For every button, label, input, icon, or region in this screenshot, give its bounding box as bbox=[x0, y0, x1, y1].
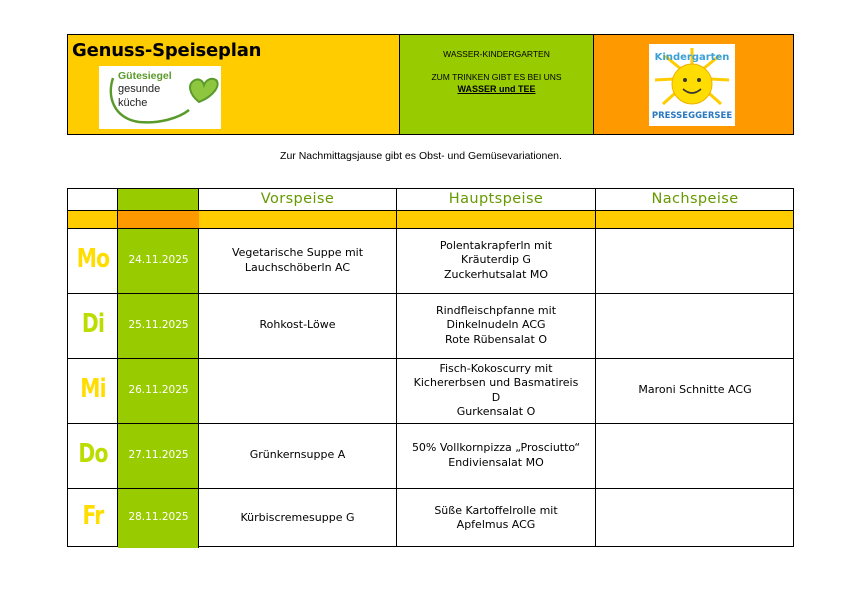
date-label: 26.11.2025 bbox=[128, 383, 189, 396]
dish-line: Gurkensalat O bbox=[456, 405, 536, 418]
col-head-vorspeise: Vorspeise bbox=[260, 191, 335, 207]
day-label: Mi bbox=[80, 373, 106, 404]
dish-line: Dinkelnudeln ACG bbox=[446, 318, 546, 332]
page-title: Genuss-Speiseplan bbox=[72, 40, 262, 61]
dish-line: Kräuterdip G bbox=[461, 253, 531, 267]
hauptspeise-cell bbox=[397, 488, 595, 548]
dish-line: Maroni Schnitte ACG bbox=[638, 383, 752, 397]
date-label: 24.11.2025 bbox=[128, 253, 189, 266]
hauptspeise-cell bbox=[397, 293, 595, 358]
dish-line: Endiviensalat MO bbox=[448, 455, 544, 469]
header-band bbox=[67, 34, 794, 135]
nachspeise-cell bbox=[596, 488, 794, 548]
water-panel bbox=[400, 35, 594, 134]
date-column-top bbox=[118, 189, 199, 210]
hauptspeise-cell bbox=[397, 358, 595, 423]
sun-icon bbox=[649, 44, 735, 126]
dish-line: Kürbiscremesuppe G bbox=[240, 510, 355, 524]
nachspeise-cell bbox=[596, 358, 794, 423]
logo-line-3: küche bbox=[118, 97, 148, 109]
dish-line: Rote Rübensalat O bbox=[444, 332, 548, 346]
guetesiegel-logo bbox=[99, 66, 221, 129]
dish-line: Rohkost-Löwe bbox=[259, 318, 336, 332]
header-strip bbox=[68, 210, 793, 228]
date-label: 27.11.2025 bbox=[128, 448, 189, 461]
dish-line: Süße Kartoffelrolle mit bbox=[434, 503, 558, 517]
dish-line: Zuckerhutsalat MO bbox=[443, 267, 549, 281]
title-panel bbox=[68, 35, 400, 134]
date-label: 25.11.2025 bbox=[128, 318, 189, 331]
col-head-nachspeise: Nachspeise bbox=[651, 191, 739, 207]
vorspeise-cell bbox=[199, 358, 396, 423]
dish-line: Kichererbsen und Basmatireis bbox=[413, 376, 579, 389]
vorspeise-cell bbox=[199, 293, 396, 358]
logo-top-text: Kindergarten bbox=[654, 52, 730, 63]
kindergarten-panel bbox=[594, 35, 793, 134]
dish-line: Vegetarische Suppe mit bbox=[231, 246, 364, 259]
logo-bottom-text: PRESSEGGERSEE bbox=[651, 111, 733, 121]
dish-line: Apfelmus ACG bbox=[456, 518, 536, 531]
hauptspeise-cell bbox=[397, 423, 595, 488]
kindergarten-logo bbox=[649, 44, 735, 126]
water-tea-label: WASSER und TEE bbox=[457, 84, 536, 94]
dish-line: 50% Vollkornpizza „Prosciutto“ bbox=[411, 441, 581, 454]
day-label: Di bbox=[81, 308, 105, 339]
day-label: Mo bbox=[76, 243, 110, 274]
col-head-hauptspeise: Hauptspeise bbox=[448, 191, 544, 207]
hauptspeise-cell bbox=[397, 228, 595, 293]
nachspeise-cell bbox=[596, 423, 794, 488]
vorspeise-cell bbox=[199, 488, 396, 548]
water-kindergarten-label: WASSER-KINDERGARTEN bbox=[443, 49, 550, 59]
nachspeise-cell bbox=[596, 293, 794, 358]
logo-line-2: gesunde bbox=[118, 83, 161, 95]
water-drink-label: ZUM TRINKEN GIBT ES BEI UNS bbox=[431, 72, 562, 82]
dish-line: D bbox=[491, 390, 501, 404]
dish-line: Grünkernsuppe A bbox=[249, 448, 346, 462]
day-label: Fr bbox=[82, 501, 104, 531]
vorspeise-cell bbox=[199, 423, 396, 488]
nachspeise-cell bbox=[596, 228, 794, 293]
dish-line: Rindfleischpfanne mit bbox=[435, 303, 557, 317]
dish-line: Lauchschöberln AC bbox=[244, 260, 351, 274]
menu-table bbox=[67, 188, 794, 547]
date-label: 28.11.2025 bbox=[128, 511, 189, 523]
dish-line: Polentakrapferln mit bbox=[439, 238, 553, 252]
vorspeise-cell bbox=[199, 228, 396, 293]
day-label: Do bbox=[78, 438, 108, 469]
snack-note: Zur Nachmittagsjause gibt es Obst- und Gemüsevariationen. bbox=[280, 150, 562, 162]
dish-line: Fisch-Kokoscurry mit bbox=[439, 361, 553, 375]
logo-line-1: Gütesiegel bbox=[118, 70, 172, 82]
